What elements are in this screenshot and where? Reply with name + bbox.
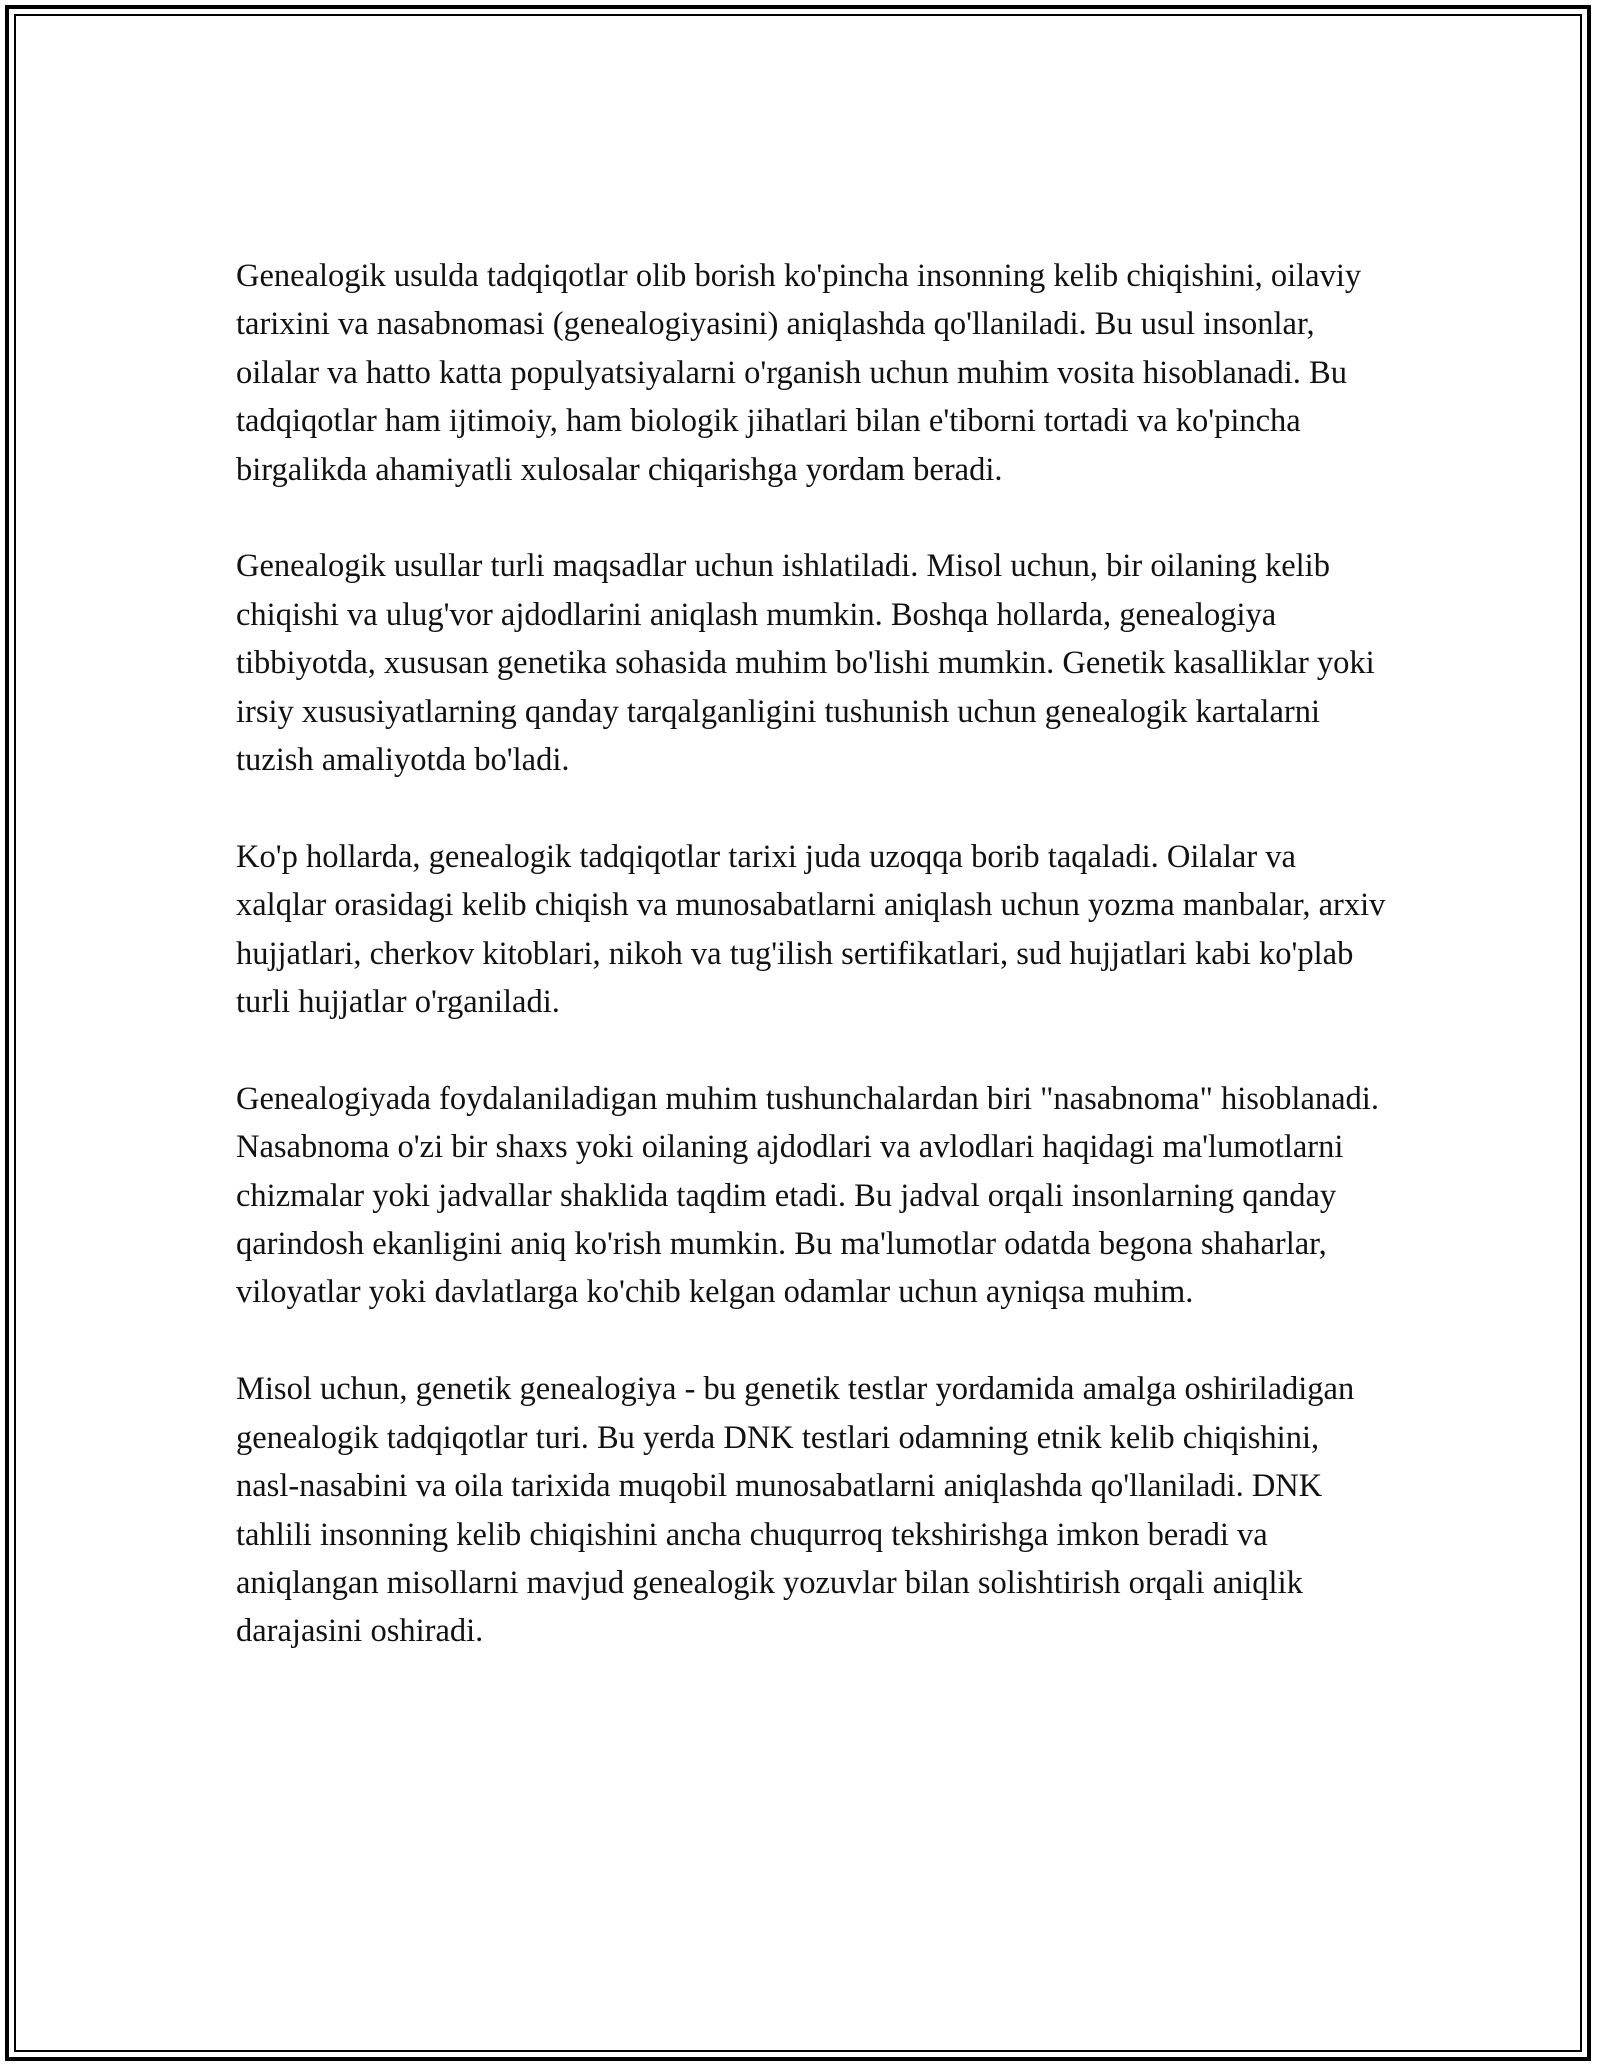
paragraph-5: Misol uchun, genetik genealogiya - bu genetik testlar yordamida amalga oshiriladigan genealogik tadqiqotlar turi. Bu yerda DNK testlari odamning etnik kelib chiqishini, nasl-nasabini va oila tarixida muqobil munosabatlarni aniqlashda qo'llaniladi. DNK tahlili insonning kelib chiqishini ancha chuqurroq tekshirishga imkon beradi va aniqlangan misollarni mavjud genealogik yozuvlar bilan solishtirish orqali aniqlik darajasini oshiradi.: [236, 1371, 1355, 1650]
paragraph-1: Genealogik usulda tadqiqotlar olib borish ko'pincha insonning kelib chiqishini, oilaviy tarixini va nasabnomasi (genealogiyasini) aniqlashda qo'llaniladi. Bu usul insonlar, oilalar va hatto katta populyatsiyalarni o'rganish uchun muhim vosita hisoblanadi. Bu tadqiqotlar ham ijtimoiy, ham biologik jihatlari bilan e'tiborni tortadi va ko'pincha birgalikda ahamiyatli xulosalar chiqarishga yordam beradi.: [236, 258, 1362, 488]
paragraph-4: Genealogiyada foydalaniladigan muhim tushunchalardan biri "nasabnoma" hisoblanadi. Nasabnoma o'zi bir shaxs yoki oilaning ajdodlari va avlodlari haqidagi ma'lumotlarni chizmalar yoki jadvallar shaklida taqdim etadi. Bu jadval orqali insonlarning qanday qarindosh ekanligini aniq ko'rish mumkin. Bu ma'lumotlar odatda begona shaharlar, viloyatlar yoki davlatlarga ko'chib kelgan odamlar uchun ayniqsa muhim.: [236, 1080, 1379, 1311]
paragraph-3: Ko'p hollarda, genealogik tadqiqotlar tarixi juda uzoqqa borib taqaladi. Oilalar va xalqlar orasidagi kelib chiqish va munosabatlarni aniqlash uchun yozma manbalar, arxiv hujjatlari, cherkov kitoblari, nikoh va tug'ilish sertifikatlari, sud hujjatlari kabi ko'plab turli hujjatlar o'rganiladi.: [236, 838, 1386, 1021]
document-body: [236, 252, 1386, 1704]
paragraph-2: Genealogik usullar turli maqsadlar uchun ishlatiladi. Misol uchun, bir oilaning kelib chiqishi va ulug'vor ajdodlarini aniqlash mumkin. Boshqa hollarda, genealogiya tibbiyotda, xususan genetika sohasida muhim bo'lishi mumkin. Genetik kasalliklar yoki irsiy xususiyatlarning qanday tarqalganligini tushunish uchun genealogik kartalarni tuzish amaliyotda bo'ladi.: [236, 548, 1375, 779]
